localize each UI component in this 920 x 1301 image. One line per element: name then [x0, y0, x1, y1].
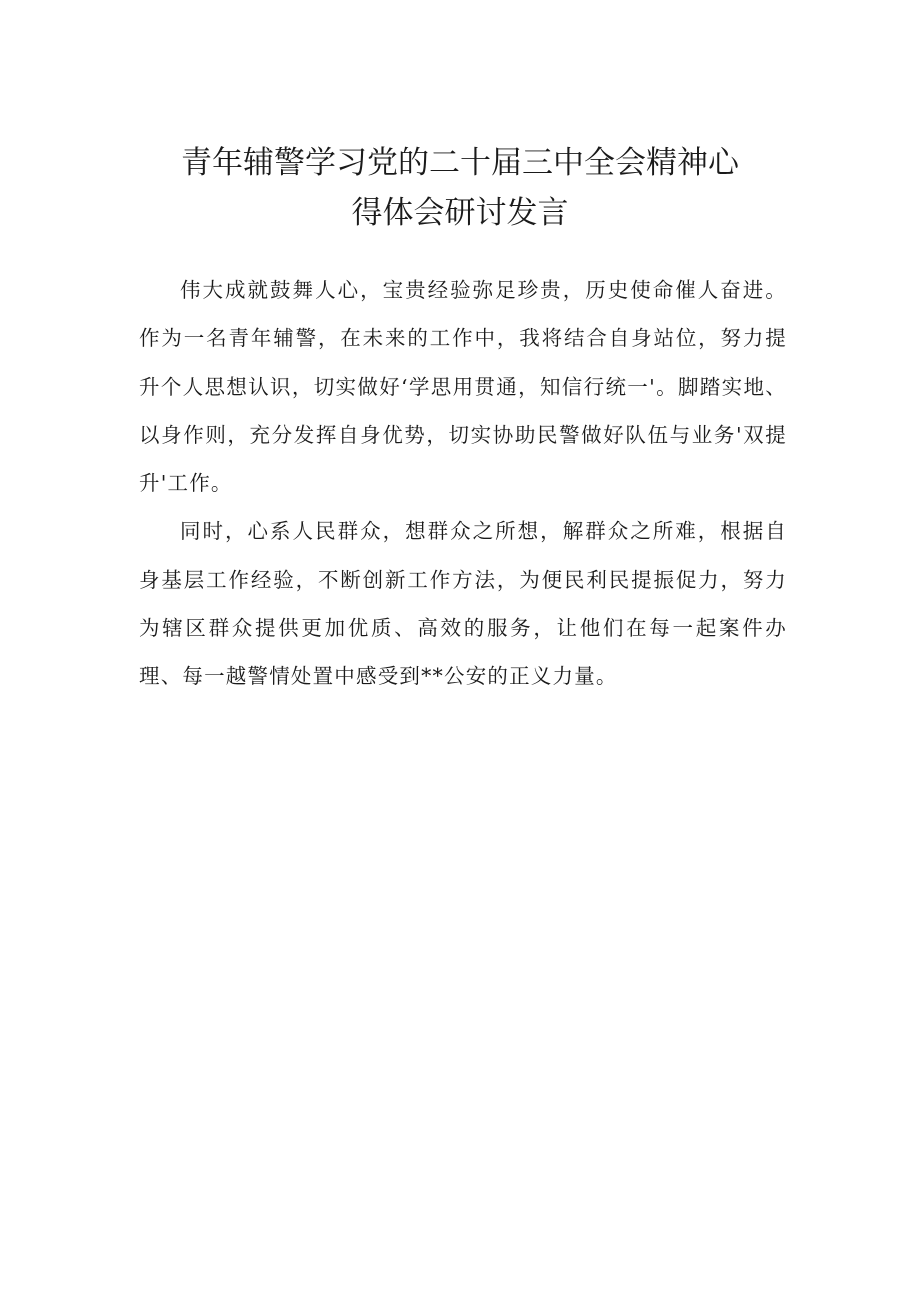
title-line-1: 青年辅警学习党的二十届三中全会精神心 — [181, 145, 739, 181]
body-paragraph-1: 伟大成就鼓舞人心，宝贵经验弥足珍贵，历史使命催人奋进。作为一名青年辅警，在未来的工作中，我将结合自身站位，努力提升个人思想认识，切实做好‘学思用贯通，知信行统一'。脚踏实地、以身作则，充分发挥自身优势，切实协助民警做好队伍与业务'双提升'工作。 — [139, 278, 787, 496]
title-line-2: 得体会研讨发言 — [351, 195, 569, 231]
body-paragraph-2: 同时，心系人民群众，想群众之所想，解群众之所难，根据自身基层工作经验，不断创新工作方法，为便民利民提振促力，努力为辖区群众提供更加优质、高效的服务，让他们在每一起案件办理、每一越警情处置中感受到**公安的正义力量。 — [139, 519, 787, 689]
document-body — [139, 266, 787, 701]
document-title — [100, 138, 820, 238]
